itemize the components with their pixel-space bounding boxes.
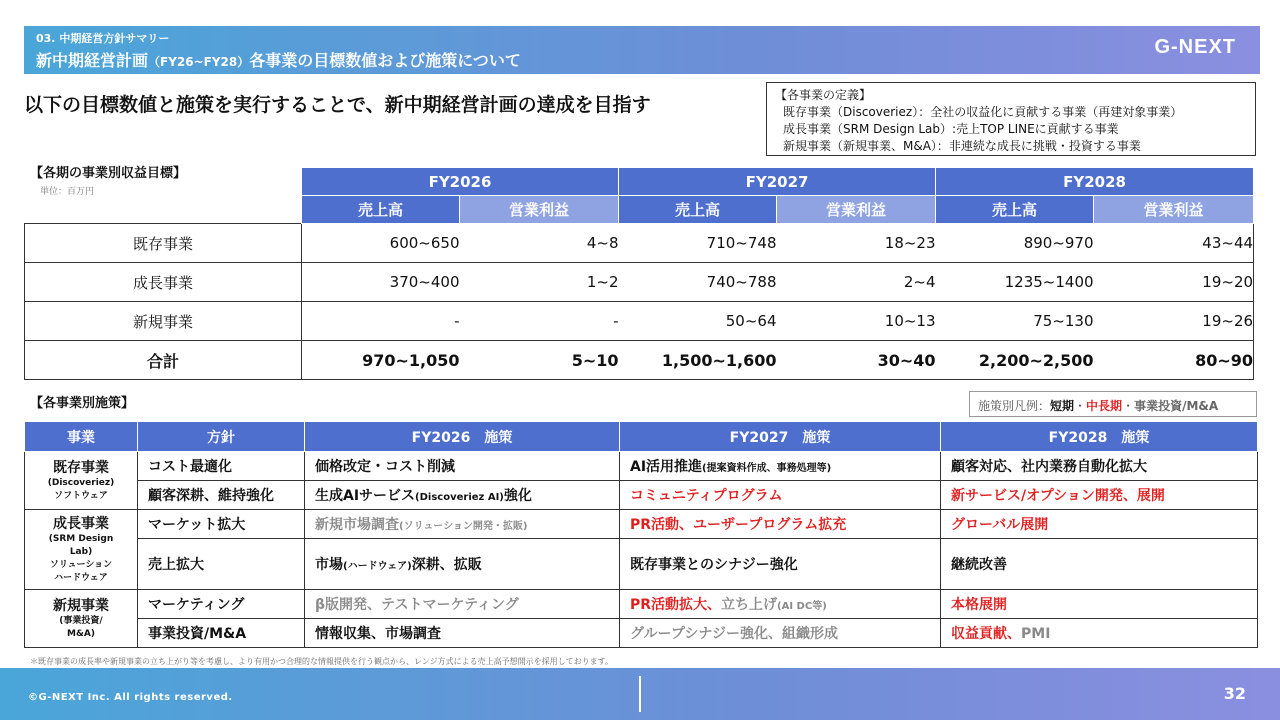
cell-value: - <box>460 302 619 341</box>
legend-short: 短期 <box>1050 399 1075 413</box>
fy26-cell <box>305 539 620 590</box>
policy-cell: 事業投資/M&A <box>138 619 305 648</box>
cell-value: 2,200~2,500 <box>936 341 1094 380</box>
table-row <box>25 619 1258 648</box>
policy-cell: マーケティング <box>138 590 305 619</box>
row-label: 合計 <box>25 341 302 380</box>
cell-value: 370~400 <box>302 263 460 302</box>
policy-cell: マーケット拡大 <box>138 510 305 539</box>
business-name: 既存事業 <box>53 459 109 476</box>
section-label: 03. 中期経営方針サマリー <box>36 32 170 45</box>
fy27-text: AI活用推進 <box>630 459 703 475</box>
lead-statement: 以下の目標数値と施策を実行することで、新中期経営計画の達成を目指す <box>24 94 651 116</box>
footer-divider <box>639 676 641 712</box>
initiatives-title: 【各事業別施策】 <box>30 396 135 411</box>
profit-header: 営業利益 <box>777 196 936 224</box>
fy28-cell: グローバル展開 <box>941 510 1258 539</box>
table-row <box>25 263 1254 302</box>
fy26-note: (Discoveriez AI) <box>415 492 504 503</box>
table-row <box>25 510 1258 539</box>
cell-value: 4~8 <box>460 224 619 263</box>
header-bar <box>24 26 1260 74</box>
year-header: FY2027 <box>619 168 936 196</box>
cell-value: 80~90 <box>1094 341 1254 380</box>
policy-cell: 売上拡大 <box>138 539 305 590</box>
year-header: FY2028 <box>936 168 1254 196</box>
cell-value: 740~788 <box>619 263 777 302</box>
fy26-text: 新規市場調査 <box>315 517 399 533</box>
fy28-cell <box>941 619 1258 648</box>
col-header: 方針 <box>138 422 305 452</box>
targets-table <box>24 167 1254 380</box>
cell-value: 43~44 <box>1094 224 1254 263</box>
col-header: FY2027 施策 <box>620 422 941 452</box>
footer-bar <box>0 668 1280 720</box>
page-title <box>36 48 521 71</box>
cell-value: 890~970 <box>936 224 1094 263</box>
cell-value: 18~23 <box>777 224 936 263</box>
unit-label: 単位：百万円 <box>40 187 95 197</box>
business-sub: ソリューション <box>49 559 113 570</box>
legend-sep: ・ <box>1074 399 1087 413</box>
fy28-cell: 本格展開 <box>941 590 1258 619</box>
row-label: 既存事業 <box>25 224 302 263</box>
cell-value: 10~13 <box>777 302 936 341</box>
company-logo: G-NEXT <box>1154 36 1236 58</box>
col-header: 事業 <box>25 422 138 452</box>
table-row <box>25 590 1258 619</box>
fy26-text: 生成AIサービス <box>315 488 416 504</box>
fy27-note: (提案資料作成、事務処理等) <box>702 463 832 474</box>
policy-cell: コスト最適化 <box>138 452 305 481</box>
title-rest: 各事業の目標数値および施策について <box>249 51 521 70</box>
fy28-cell: 新サービス/オプション開発、展開 <box>941 481 1258 510</box>
table-row <box>25 224 1254 263</box>
profit-header: 営業利益 <box>460 196 619 224</box>
blank-header <box>25 196 302 224</box>
title-main: 新中期経営計画 <box>36 51 149 70</box>
fy27-text: 立ち上げ <box>721 597 778 613</box>
col-header: FY2026 施策 <box>305 422 620 452</box>
legend-investment: 事業投資/M&A <box>1134 399 1219 413</box>
definitions-box <box>766 82 1256 156</box>
definition-line: 既存事業（Discoveriez）：全社の収益化に貢献する事業（再建対象事業） <box>783 105 1183 119</box>
sales-header: 売上高 <box>302 196 460 224</box>
legend-box <box>969 391 1257 417</box>
total-row <box>25 341 1254 380</box>
business-name: 新規事業 <box>53 597 109 614</box>
cell-value: 600~650 <box>302 224 460 263</box>
business-sub: Lab) <box>69 546 93 557</box>
legend-mid: 中長期 <box>1086 399 1123 413</box>
fy28-text: PMI <box>1021 626 1051 642</box>
cell-value: 2~4 <box>777 263 936 302</box>
sales-header: 売上高 <box>619 196 777 224</box>
table-row <box>25 452 1258 481</box>
fy28-cell: 継続改善 <box>941 539 1258 590</box>
business-sub: (SRM Design <box>48 533 114 544</box>
business-cell <box>25 510 138 590</box>
cell-value: 970~1,050 <box>302 341 460 380</box>
business-sub: ハードウェア <box>54 572 108 583</box>
table-row <box>25 539 1258 590</box>
table-row <box>25 302 1254 341</box>
business-cell <box>25 590 138 648</box>
row-label: 新規事業 <box>25 302 302 341</box>
fy26-cell: β版開発、テストマーケティング <box>305 590 620 619</box>
fy27-cell <box>620 452 941 481</box>
fy27-note: (AI DC等) <box>777 601 827 612</box>
business-cell <box>25 452 138 510</box>
page-number: 32 <box>1223 684 1246 703</box>
fy27-cell: PR活動、ユーザープログラム拡充 <box>620 510 941 539</box>
cell-value: 5~10 <box>460 341 619 380</box>
col-header: FY2028 施策 <box>941 422 1258 452</box>
cell-value: 75~130 <box>936 302 1094 341</box>
cell-value: 1,500~1,600 <box>619 341 777 380</box>
policy-cell: 顧客深耕、維持強化 <box>138 481 305 510</box>
definitions-title: 【各事業の定義】 <box>775 88 872 102</box>
fy26-text: 強化 <box>503 488 532 504</box>
cell-value: 1~2 <box>460 263 619 302</box>
legend-sep: ・ <box>1122 399 1135 413</box>
year-header: FY2026 <box>302 168 619 196</box>
fy28-cell: 顧客対応、社内業務自動化拡大 <box>941 452 1258 481</box>
fy27-cell <box>620 590 941 619</box>
initiatives-table <box>24 421 1258 648</box>
fy27-cell: グループシナジー強化、組織形成 <box>620 619 941 648</box>
business-name: 成長事業 <box>53 515 109 532</box>
targets-title: 【各期の事業別収益目標】 <box>30 166 187 181</box>
fy26-note: (ハードウェア) <box>343 561 412 572</box>
blank-header <box>25 168 302 196</box>
business-sub: (事業投資/ <box>59 615 103 626</box>
business-sub: ソフトウェア <box>54 490 108 501</box>
definition-line: 新規事業（新規事業、M&A）：非連続な成長に挑戦・投資する事業 <box>783 139 1141 153</box>
fy26-cell <box>305 510 620 539</box>
cell-value: 1235~1400 <box>936 263 1094 302</box>
legend-prefix: 施策別凡例： <box>978 399 1051 413</box>
fy26-cell <box>305 481 620 510</box>
fy28-text: 収益貢献、 <box>951 626 1021 642</box>
cell-value: 19~20 <box>1094 263 1254 302</box>
cell-value: 30~40 <box>777 341 936 380</box>
cell-value: 19~26 <box>1094 302 1254 341</box>
table-row <box>25 481 1258 510</box>
profit-header: 営業利益 <box>1094 196 1254 224</box>
cell-value: - <box>302 302 460 341</box>
cell-value: 50~64 <box>619 302 777 341</box>
fy26-note: (ソリューション開発・拡販) <box>399 521 528 532</box>
sales-header: 売上高 <box>936 196 1094 224</box>
fy26-cell: 価格改定・コスト削減 <box>305 452 620 481</box>
fy27-text: PR活動拡大、 <box>630 597 722 613</box>
fy27-cell: コミュニティプログラム <box>620 481 941 510</box>
fy26-text: 深耕、拡販 <box>411 557 482 573</box>
business-sub: M&A) <box>67 628 95 639</box>
footnote: ＊既存事業の成長率や新規事業の立ち上がり等を考慮し、より有用かつ合理的な情報提供を行う観点から、レンジ方式による売上高予想開示を採用しております。 <box>30 657 613 666</box>
copyright: ©G-NEXT Inc. All rights reserved. <box>28 692 233 703</box>
fy26-cell: 情報収集、市場調査 <box>305 619 620 648</box>
fy26-text: 市場 <box>315 557 343 573</box>
business-sub: (Discoveriez) <box>47 477 115 488</box>
definition-line: 成長事業（SRM Design Lab）:売上TOP LINEに貢献する事業 <box>783 122 1119 136</box>
fy27-cell: 既存事業とのシナジー強化 <box>620 539 941 590</box>
title-range: （FY26~FY28） <box>148 55 250 69</box>
cell-value: 710~748 <box>619 224 777 263</box>
row-label: 成長事業 <box>25 263 302 302</box>
